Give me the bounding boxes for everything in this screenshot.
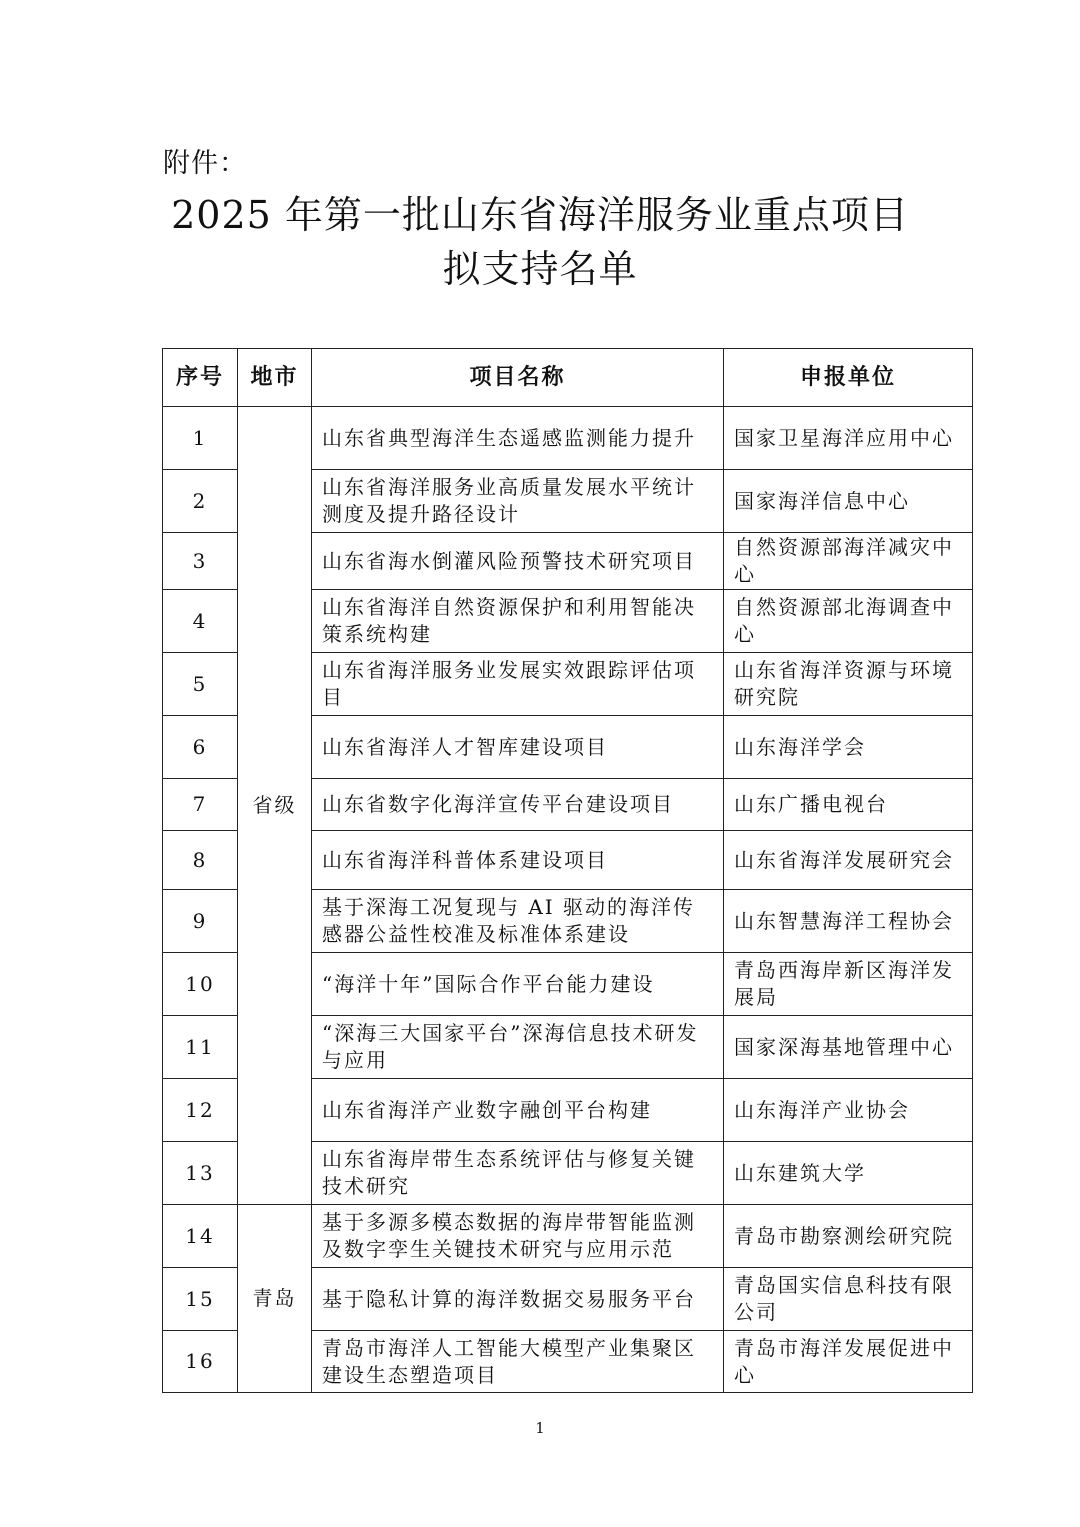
row-index: 8 xyxy=(163,831,238,890)
row-index: 9 xyxy=(163,890,238,953)
table-row xyxy=(163,407,973,470)
page-number: 1 xyxy=(535,1419,545,1437)
document-title-line-1: 2025 年第一批山东省海洋服务业重点项目 xyxy=(171,193,909,237)
applicant-unit: 山东省海洋发展研究会 xyxy=(724,831,973,890)
project-name: 山东省海岸带生态系统评估与修复关键技术研究 xyxy=(312,1142,724,1205)
row-index: 12 xyxy=(163,1079,238,1142)
row-index: 1 xyxy=(163,407,238,470)
applicant-unit: 国家海洋信息中心 xyxy=(724,470,973,533)
project-name: 山东省海洋自然资源保护和利用智能决策系统构建 xyxy=(312,590,724,653)
project-name: 基于深海工况复现与 AI 驱动的海洋传感器公益性校准及标准体系建设 xyxy=(312,890,724,953)
row-index: 14 xyxy=(163,1205,238,1268)
applicant-unit: 青岛西海岸新区海洋发展局 xyxy=(724,953,973,1016)
header-index: 序号 xyxy=(163,349,238,407)
applicant-unit: 自然资源部海洋减灾中心 xyxy=(724,533,973,590)
project-name: 基于多源多模态数据的海岸带智能监测及数字孪生关键技术研究与应用示范 xyxy=(312,1205,724,1268)
project-name: 山东省海洋科普体系建设项目 xyxy=(312,831,724,890)
project-name: 山东省数字化海洋宣传平台建设项目 xyxy=(312,779,724,831)
applicant-unit: 青岛国实信息科技有限公司 xyxy=(724,1268,973,1331)
project-name: 山东省海洋产业数字融创平台构建 xyxy=(312,1079,724,1142)
row-index: 5 xyxy=(163,653,238,716)
applicant-unit: 国家深海基地管理中心 xyxy=(724,1016,973,1079)
row-index: 16 xyxy=(163,1331,238,1393)
header-applicant: 申报单位 xyxy=(724,349,973,407)
applicant-unit: 山东建筑大学 xyxy=(724,1142,973,1205)
row-index: 10 xyxy=(163,953,238,1016)
project-name: 基于隐私计算的海洋数据交易服务平台 xyxy=(312,1268,724,1331)
city-cell-qingdao: 青岛 xyxy=(238,1205,312,1393)
project-name: 山东省海洋人才智库建设项目 xyxy=(312,716,724,779)
project-name: 青岛市海洋人工智能大模型产业集聚区建设生态塑造项目 xyxy=(312,1331,724,1393)
city-cell-provincial: 省级 xyxy=(238,407,312,1205)
project-name: “深海三大国家平台”深海信息技术研发与应用 xyxy=(312,1016,724,1079)
row-index: 4 xyxy=(163,590,238,653)
document-title-line-2: 拟支持名单 xyxy=(442,247,638,291)
applicant-unit: 山东海洋学会 xyxy=(724,716,973,779)
applicant-unit: 山东省海洋资源与环境研究院 xyxy=(724,653,973,716)
project-name: 山东省海洋服务业发展实效跟踪评估项目 xyxy=(312,653,724,716)
table-row xyxy=(163,1205,973,1268)
applicant-unit: 山东海洋产业协会 xyxy=(724,1079,973,1142)
row-index: 11 xyxy=(163,1016,238,1079)
row-index: 15 xyxy=(163,1268,238,1331)
project-list-table xyxy=(162,348,973,1393)
applicant-unit: 自然资源部北海调查中心 xyxy=(724,590,973,653)
project-name: “海洋十年”国际合作平台能力建设 xyxy=(312,953,724,1016)
project-name: 山东省海洋服务业高质量发展水平统计测度及提升路径设计 xyxy=(312,470,724,533)
row-index: 7 xyxy=(163,779,238,831)
table-header-row xyxy=(163,349,973,407)
header-project-name: 项目名称 xyxy=(312,349,724,407)
attachment-label: 附件： xyxy=(163,148,247,179)
project-name: 山东省典型海洋生态遥感监测能力提升 xyxy=(312,407,724,470)
row-index: 13 xyxy=(163,1142,238,1205)
applicant-unit: 青岛市勘察测绘研究院 xyxy=(724,1205,973,1268)
applicant-unit: 国家卫星海洋应用中心 xyxy=(724,407,973,470)
row-index: 3 xyxy=(163,533,238,590)
project-name: 山东省海水倒灌风险预警技术研究项目 xyxy=(312,533,724,590)
row-index: 6 xyxy=(163,716,238,779)
header-city: 地市 xyxy=(238,349,312,407)
applicant-unit: 山东智慧海洋工程协会 xyxy=(724,890,973,953)
row-index: 2 xyxy=(163,470,238,533)
applicant-unit: 青岛市海洋发展促进中心 xyxy=(724,1331,973,1393)
applicant-unit: 山东广播电视台 xyxy=(724,779,973,831)
